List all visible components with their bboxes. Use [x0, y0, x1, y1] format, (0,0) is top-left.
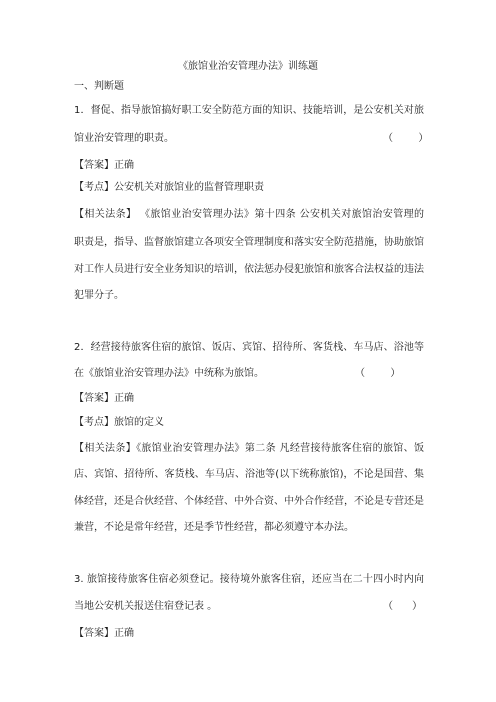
question-2-law-line-4: 兼营，不论是常年经营，还是季节性经营，都必须遵守本办法。 [74, 522, 354, 533]
question-1-answer-blank: （ ） [383, 133, 429, 144]
question-2-answer: 【答案】正确 [74, 393, 134, 404]
question-1-line-1: 1．督促、指导旅馆搞好职工安全防范方面的知识、技能培训，是公安机关对旅 [74, 105, 424, 116]
question-3-answer: 【答案】正确 [74, 628, 134, 639]
question-1-law-line-1: 【相关法条】 《旅馆业治安管理办法》第十四条 公安机关对旅馆治安管理的 [74, 209, 424, 220]
question-3-line-2: 当地公安机关报送住宿登记表 。 [74, 601, 218, 612]
question-1-answer: 【答案】正确 [74, 160, 134, 171]
question-2-law-line-2: 店、宾馆、招待所、客货栈、车马店、浴池等(以下统称旅馆)，不论是国营、集 [74, 469, 424, 480]
section-heading: 一、判断题 [74, 81, 124, 92]
question-1-line-2: 馆业治安管理的职责。 [74, 133, 174, 144]
question-2-line-2: 在《旅馆业治安管理办法》中统称为旅馆。 [74, 368, 264, 379]
question-1-point: 【考点】公安机关对旅馆业的监督管理职责 [74, 182, 264, 193]
question-2-law-line-1: 【相关法条】《旅馆业治安管理办法》第二条 凡经营接待旅客住宿的旅馆、饭 [74, 443, 424, 454]
question-2-answer-blank: （ ） [355, 368, 401, 379]
document-title: 《旅馆业治安管理办法》训练题 [178, 61, 318, 72]
question-2-law-line-3: 体经营，还是合伙经营、个体经营、中外合资、中外合作经营，不论是专营还是 [74, 496, 424, 507]
question-1-law-line-2: 职责是，指导、监督旅馆建立各项安全管理制度和落实安全防范措施，协助旅馆 [74, 237, 424, 248]
question-3-answer-blank: （ ） [383, 601, 423, 612]
question-1-law-line-3: 对工作人员进行安全业务知识的培训，依法惩办侵犯旅馆和旅客合法权益的违法 [74, 264, 424, 275]
question-1-law-line-4: 犯罪分子。 [74, 290, 124, 301]
question-3-line-1: 3. 旅馆接待旅客住宿必须登记。接待境外旅客住宿，还应当在二十四小时内向 [74, 574, 424, 585]
question-2-point: 【考点】旅馆的定义 [74, 417, 164, 428]
question-2-line-1: 2．经营接待旅客住宿的旅馆、饭店、宾馆、招待所、客货栈、车马店、浴池等 [74, 342, 424, 353]
